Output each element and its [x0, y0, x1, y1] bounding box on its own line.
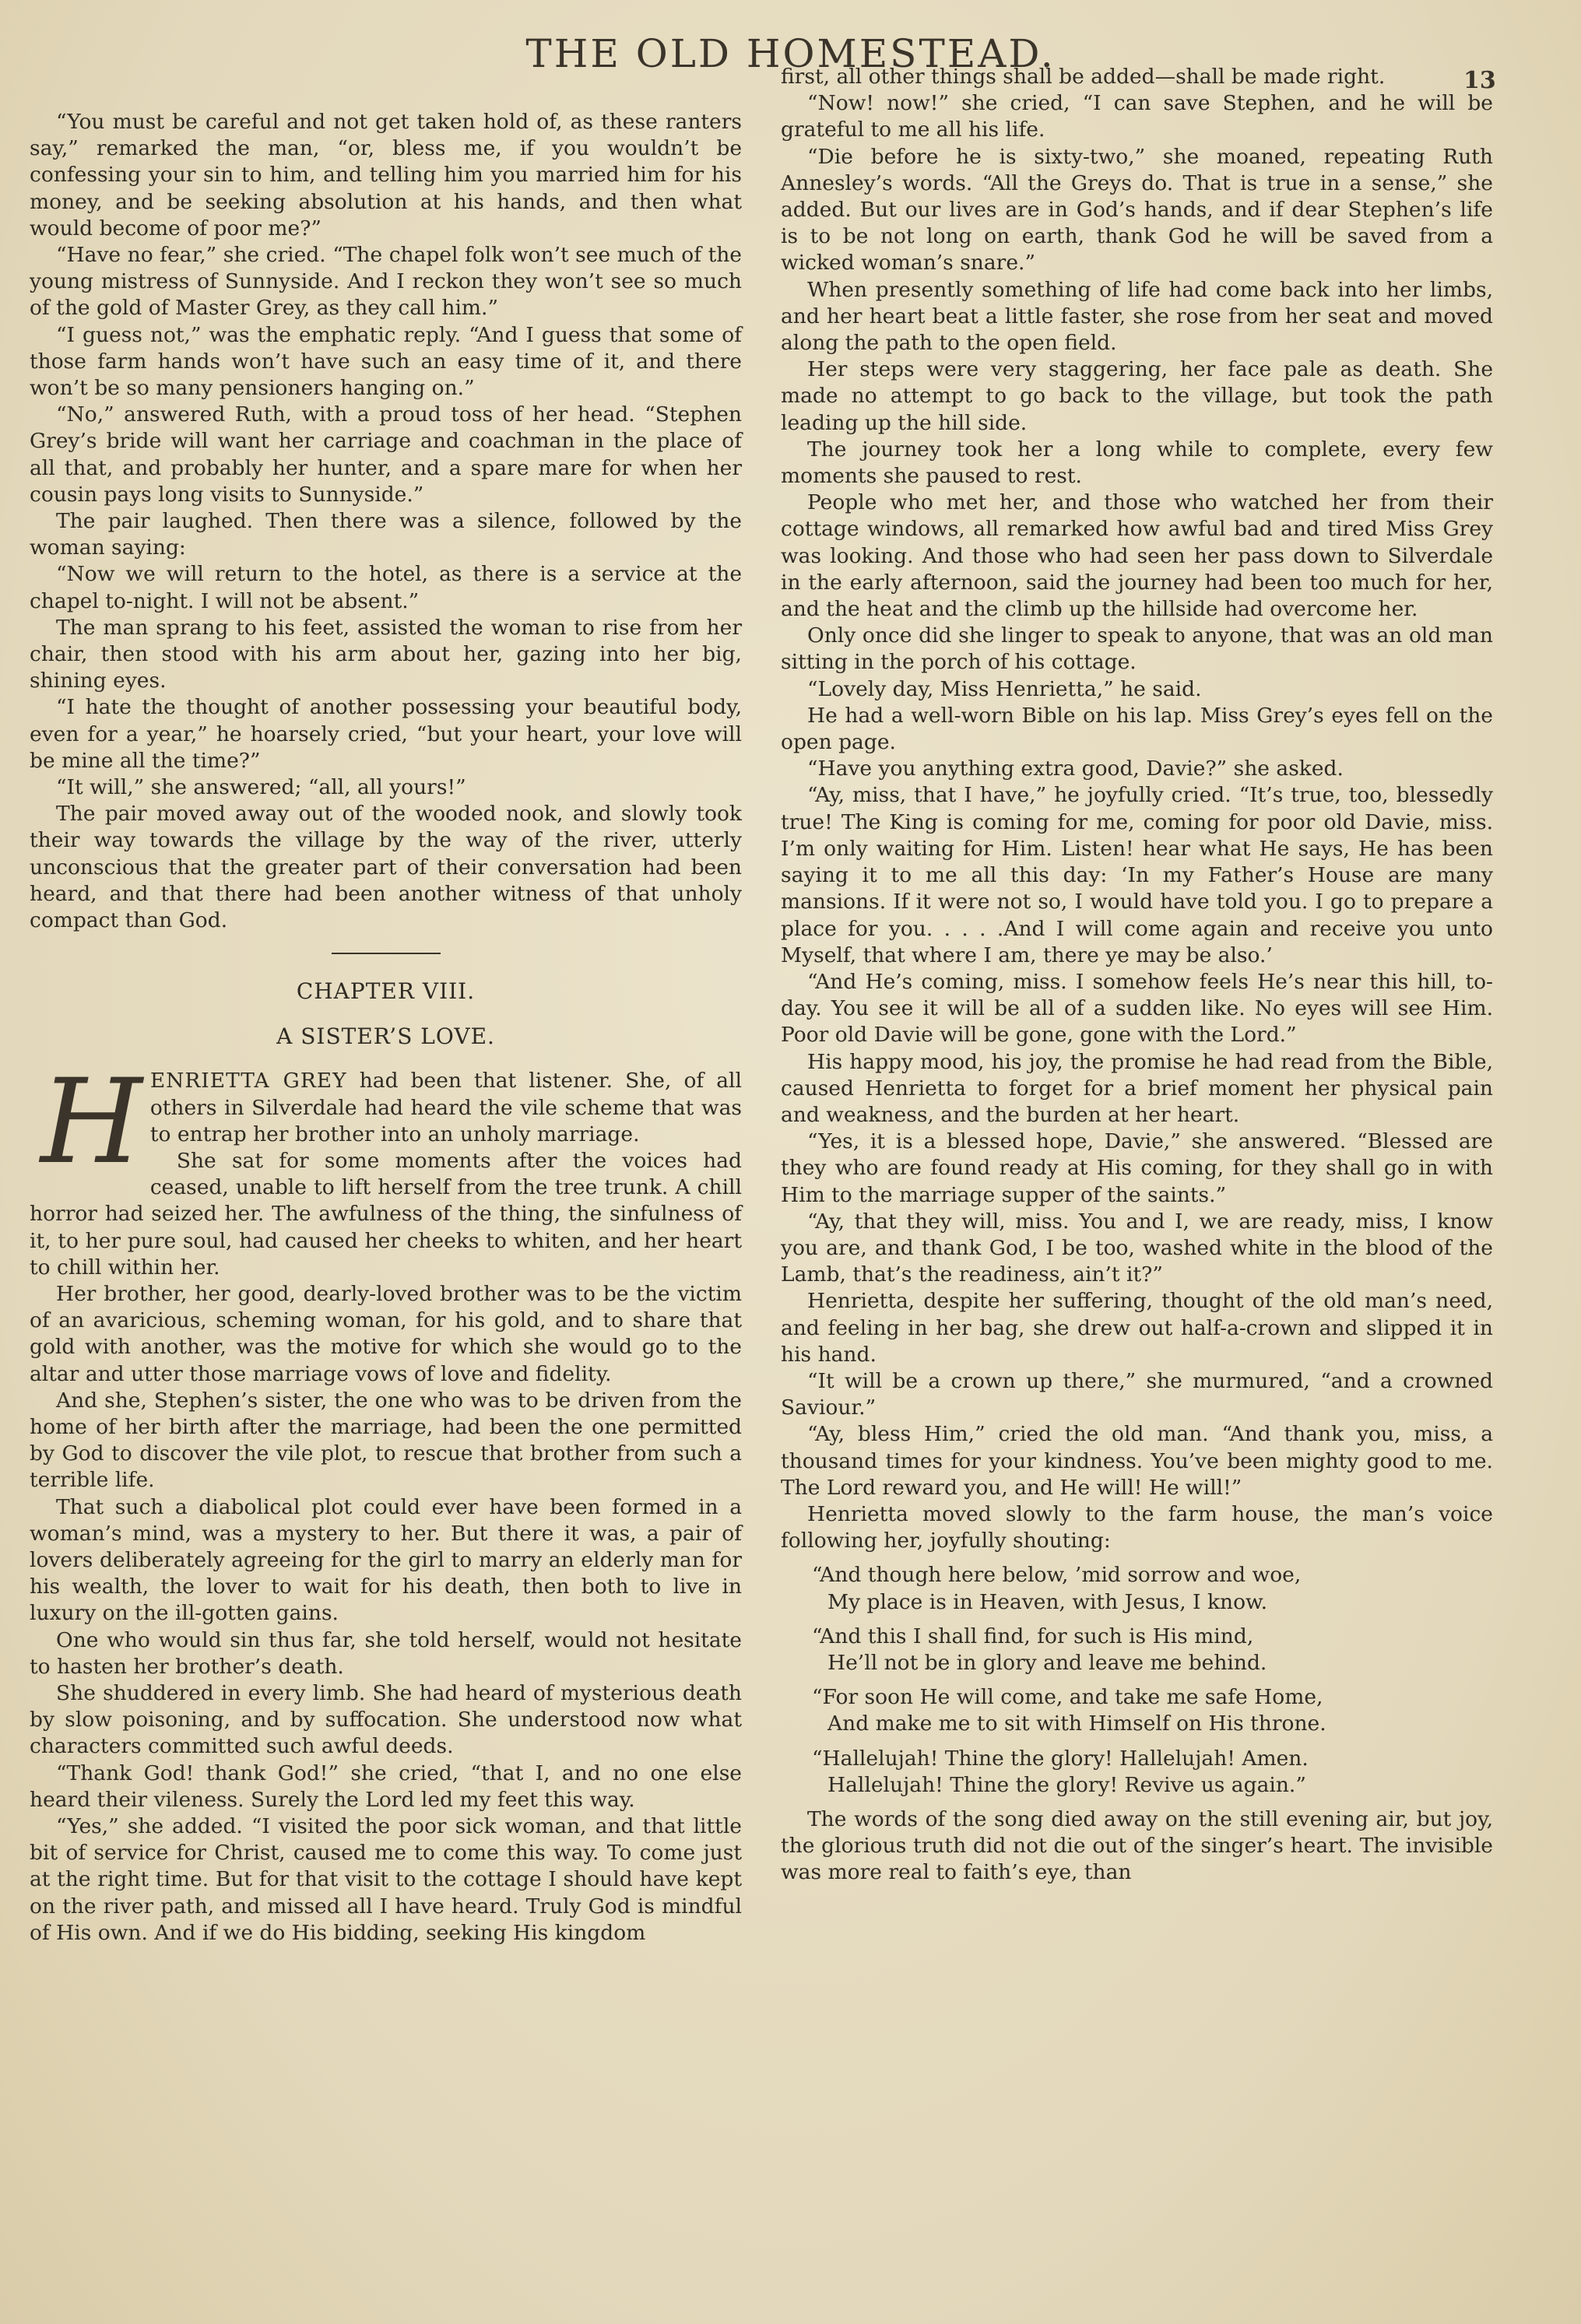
hymn-verse	[812, 1746, 1493, 1799]
dropcap-smallcaps: ENRIETTA GREY	[149, 1069, 347, 1094]
paragraph: The pair laughed. Then there was a silence, followed by the woman saying:	[30, 509, 742, 560]
paragraph: “It will,” she answered; “all, all yours!”	[56, 775, 466, 800]
paragraph: She sat for some moments after the voices had ceased, unable to lift herself from the tree trunk. A chill horror had seized her. The awfulness of the thing, the sinfulness of it, to her pure soul, had caused her cheeks to whiten, and her heart to chill within her.	[30, 1148, 742, 1280]
paragraph: “Have you anything extra good, Davie?” she asked.	[807, 757, 1344, 781]
paragraph: Her brother, her good, dearly-loved brother was to be the victim of an avaricious, scheming woman, for his gold, and to share that gold with another, was the motive for which she would go to the altar and utter those marriage vows of love and fidelity.	[30, 1281, 742, 1386]
paragraph: That such a diabolical plot could ever have been formed in a woman’s mind, was a mystery to her. But there it was, a pair of lovers deliberately agreeing for the girl to marry an elderly man for his wealth, the lover to wait for his death, then both to live in luxury on the ill-gotten gains.	[30, 1494, 742, 1626]
verse-line: “Hallelujah! Thine the glory! Hallelujah! Amen.	[812, 1746, 1309, 1771]
paragraph: “It will be a crown up there,” she murmured, “and a crowned Saviour.”	[781, 1368, 1493, 1420]
dropcap-rest: had been that listener. She, of all others in Silverdale had heard the vile scheme that was to entrap her brother into an unholy marriage.	[149, 1069, 742, 1146]
paragraph: “Die before he is sixty-two,” she moaned, repeating Ruth Annesley’s words. “All the Greys do. That is true in a sense,” she added. But our lives are in God’s hands, and if dear Stephen’s life is to be not long on earth, thank God he will be saved from a wicked woman’s snare.”	[781, 144, 1493, 276]
paragraph: “And He’s coming, miss. I somehow feels He’s near this hill, to-day. You see it will be all of a sudden like. No eyes will see Him. Poor old Davie will be gone, gone with the Lord.”	[781, 969, 1493, 1048]
paragraph: The words of the song died away on the still evening air, but joy, the glorious truth did not die out of the singer’s heart. The invisible was more real to faith’s eye, than	[781, 1807, 1493, 1885]
paragraph: “Ay, that they will, miss. You and I, we are ready, miss, I know you are, and thank God, I be too, washed white in the blood of the Lamb, that’s the readiness, ain’t it?”	[781, 1209, 1493, 1287]
verse-line: He’ll not be in glory and leave me behind.	[827, 1650, 1267, 1675]
running-title: THE OLD HOMESTEAD.	[525, 31, 1056, 76]
paragraph: “No,” answered Ruth, with a proud toss of her head. “Stephen Grey’s bride will want her carriage and coachman in the place of all that, and probably her hunter, and a spare mare for when her cousin pays long visits to Sunnyside.”	[30, 402, 742, 507]
paragraph: He had a well-worn Bible on his lap. Miss Grey’s eyes fell on the open page.	[781, 703, 1493, 755]
right-column	[781, 64, 1493, 1887]
hymn-verse	[812, 1684, 1493, 1737]
page-number: 13	[1463, 67, 1496, 94]
verse-line: Hallelujah! Thine the glory! Revive us again.”	[827, 1772, 1306, 1797]
paragraph: The pair moved away out of the wooded nook, and slowly took their way towards the village by the way of the river, utterly unconscious that the greater part of their conversation had been heard, and that there had been another witness of that unholy compact than God.	[30, 802, 742, 933]
hymn-verse	[812, 1562, 1493, 1615]
left-column	[30, 109, 742, 1947]
paragraph: “Yes, it is a blessed hope, Davie,” she answered. “Blessed are they who are found ready at His coming, for they shall go in with Him to the marriage supper of the saints.”	[781, 1129, 1493, 1207]
paragraph: “Yes,” she added. “I visited the poor sick woman, and that little bit of service for Christ, caused me to come this way. To come just at the right time. But for that visit to the cottage I should have kept on the river path, and missed all I have heard. Truly God is mindful of His own. And if we do His bidding, seeking His kingdom	[30, 1813, 742, 1945]
paragraph: One who would sin thus far, she told herself, would not hesitate to hasten her brother’s death.	[30, 1627, 742, 1679]
paragraph: Henrietta moved slowly to the farm house, the man’s voice following her, joyfully shouting:	[781, 1501, 1493, 1553]
paragraph: The man sprang to his feet, assisted the woman to rise from her chair, then stood with his arm about her, gazing into her big, shining eyes.	[30, 615, 742, 693]
paragraph: His happy mood, his joy, the promise he had read from the Bible, caused Henrietta to forget for a brief moment her physical pain and weakness, and the burden at her heart.	[781, 1049, 1493, 1127]
paragraph: People who met her, and those who watched her from their cottage windows, all remarked how awful bad and tired Miss Grey was looking. And those who had seen her pass down to Silverdale in the early afternoon, said the journey had been too much for her, and the heat and the climb up the hillside had overcome her.	[781, 490, 1493, 622]
drop-cap-letter: H	[40, 1055, 142, 1191]
dropcap-paragraph	[30, 1055, 742, 1191]
paragraph: Her steps were very staggering, her face pale as death. She made no attempt to go back to the village, but took the path leading up the hill side.	[781, 357, 1493, 435]
paragraph: “Thank God! thank God!” she cried, “that I, and no one else heard their vileness. Surely the Lord led my feet this way.	[30, 1761, 742, 1812]
paragraph: “I hate the thought of another possessing your beautiful body, even for a year,” he hoarsely cried, “but your heart, your love will be mine all the time?”	[30, 695, 742, 773]
paragraph: “Ay, bless Him,” cried the old man. “And thank you, miss, a thousand times for your kindness. You’ve been mighty good to me. The Lord reward you, and He will! He will!”	[781, 1422, 1493, 1500]
verse-line: “And though here below, ’mid sorrow and woe,	[812, 1563, 1302, 1588]
paragraph: “Now! now!” she cried, “I can save Stephen, and he will be grateful to me all his life.	[781, 91, 1493, 142]
paragraph: She shuddered in every limb. She had heard of mysterious death by slow poisoning, and by suffocation. She understood now what characters committed such awful deeds.	[30, 1680, 742, 1759]
verse-line: “And this I shall find, for such is His mind,	[812, 1624, 1254, 1648]
paragraph: “You must be careful and not get taken hold of, as these ranters say,” remarked the man, “or, bless me, if you wouldn’t be confessing your sin to him, and telling him you married him for his money, and be seeking absolution at his hands, and then what would become of poor me?”	[30, 110, 742, 240]
chapter-title: A SISTER’S LOVE.	[276, 1023, 495, 1050]
hymn-verse	[812, 1624, 1493, 1676]
chapter-number: CHAPTER VIII.	[296, 978, 476, 1005]
paragraph: When presently something of life had come back into her limbs, and her heart beat a little faster, she rose from her seat and moved along the path to the open field.	[781, 277, 1493, 356]
paragraph: “I guess not,” was the emphatic reply. “And I guess that some of those farm hands won’t have such an easy time of it, and there won’t be so many pensioners hanging on.”	[30, 322, 742, 401]
paragraph: Only once did she linger to speak to anyone, that was an old man sitting in the porch of his cottage.	[781, 623, 1493, 675]
paragraph: “Ay, miss, that I have,” he joyfully cried. “It’s true, too, blessedly true! The King is coming for me, coming for poor old Davie, miss. I’m only waiting for Him. Listen! hear what He says, He has been saying it to me all this day: ‘In my Father’s House are many mansions. If it were not so, I would have told you. I go to prepare a place for you. . . . .And I will come again and receive you unto Myself, that where I am, there ye may be also.’	[781, 783, 1493, 967]
verse-line: And make me to sit with Himself on His throne.	[827, 1711, 1326, 1736]
paragraph: The journey took her a long while to complete, every few moments she paused to rest.	[781, 437, 1493, 489]
paragraph: first, all other things shall be added—shall be made right.	[781, 65, 1386, 89]
verse-line: My place is in Heaven, with Jesus, I know.	[827, 1589, 1267, 1614]
paragraph: “Now we will return to the hotel, as there is a service at the chapel to-night. I will not be absent.”	[30, 562, 742, 613]
paragraph: “Have no fear,” she cried. “The chapel folk won’t see much of the young mistress of Sunnyside. And I reckon they won’t see so much of the gold of Master Grey, as they call him.”	[30, 243, 742, 321]
paragraph: “Lovely day, Miss Henrietta,” he said.	[807, 676, 1202, 701]
section-divider	[332, 953, 441, 954]
paragraph: And she, Stephen’s sister, the one who was to be driven from the home of her birth after the marriage, had been the one permitted by God to discover the vile plot, to rescue that brother from such a terrible life.	[30, 1388, 742, 1493]
verse-line: “For soon He will come, and take me safe Home,	[812, 1685, 1323, 1710]
paragraph: Henrietta, despite her suffering, thought of the old man’s need, and feeling in her bag, she drew out half-a-crown and slipped it in his hand.	[781, 1289, 1493, 1367]
